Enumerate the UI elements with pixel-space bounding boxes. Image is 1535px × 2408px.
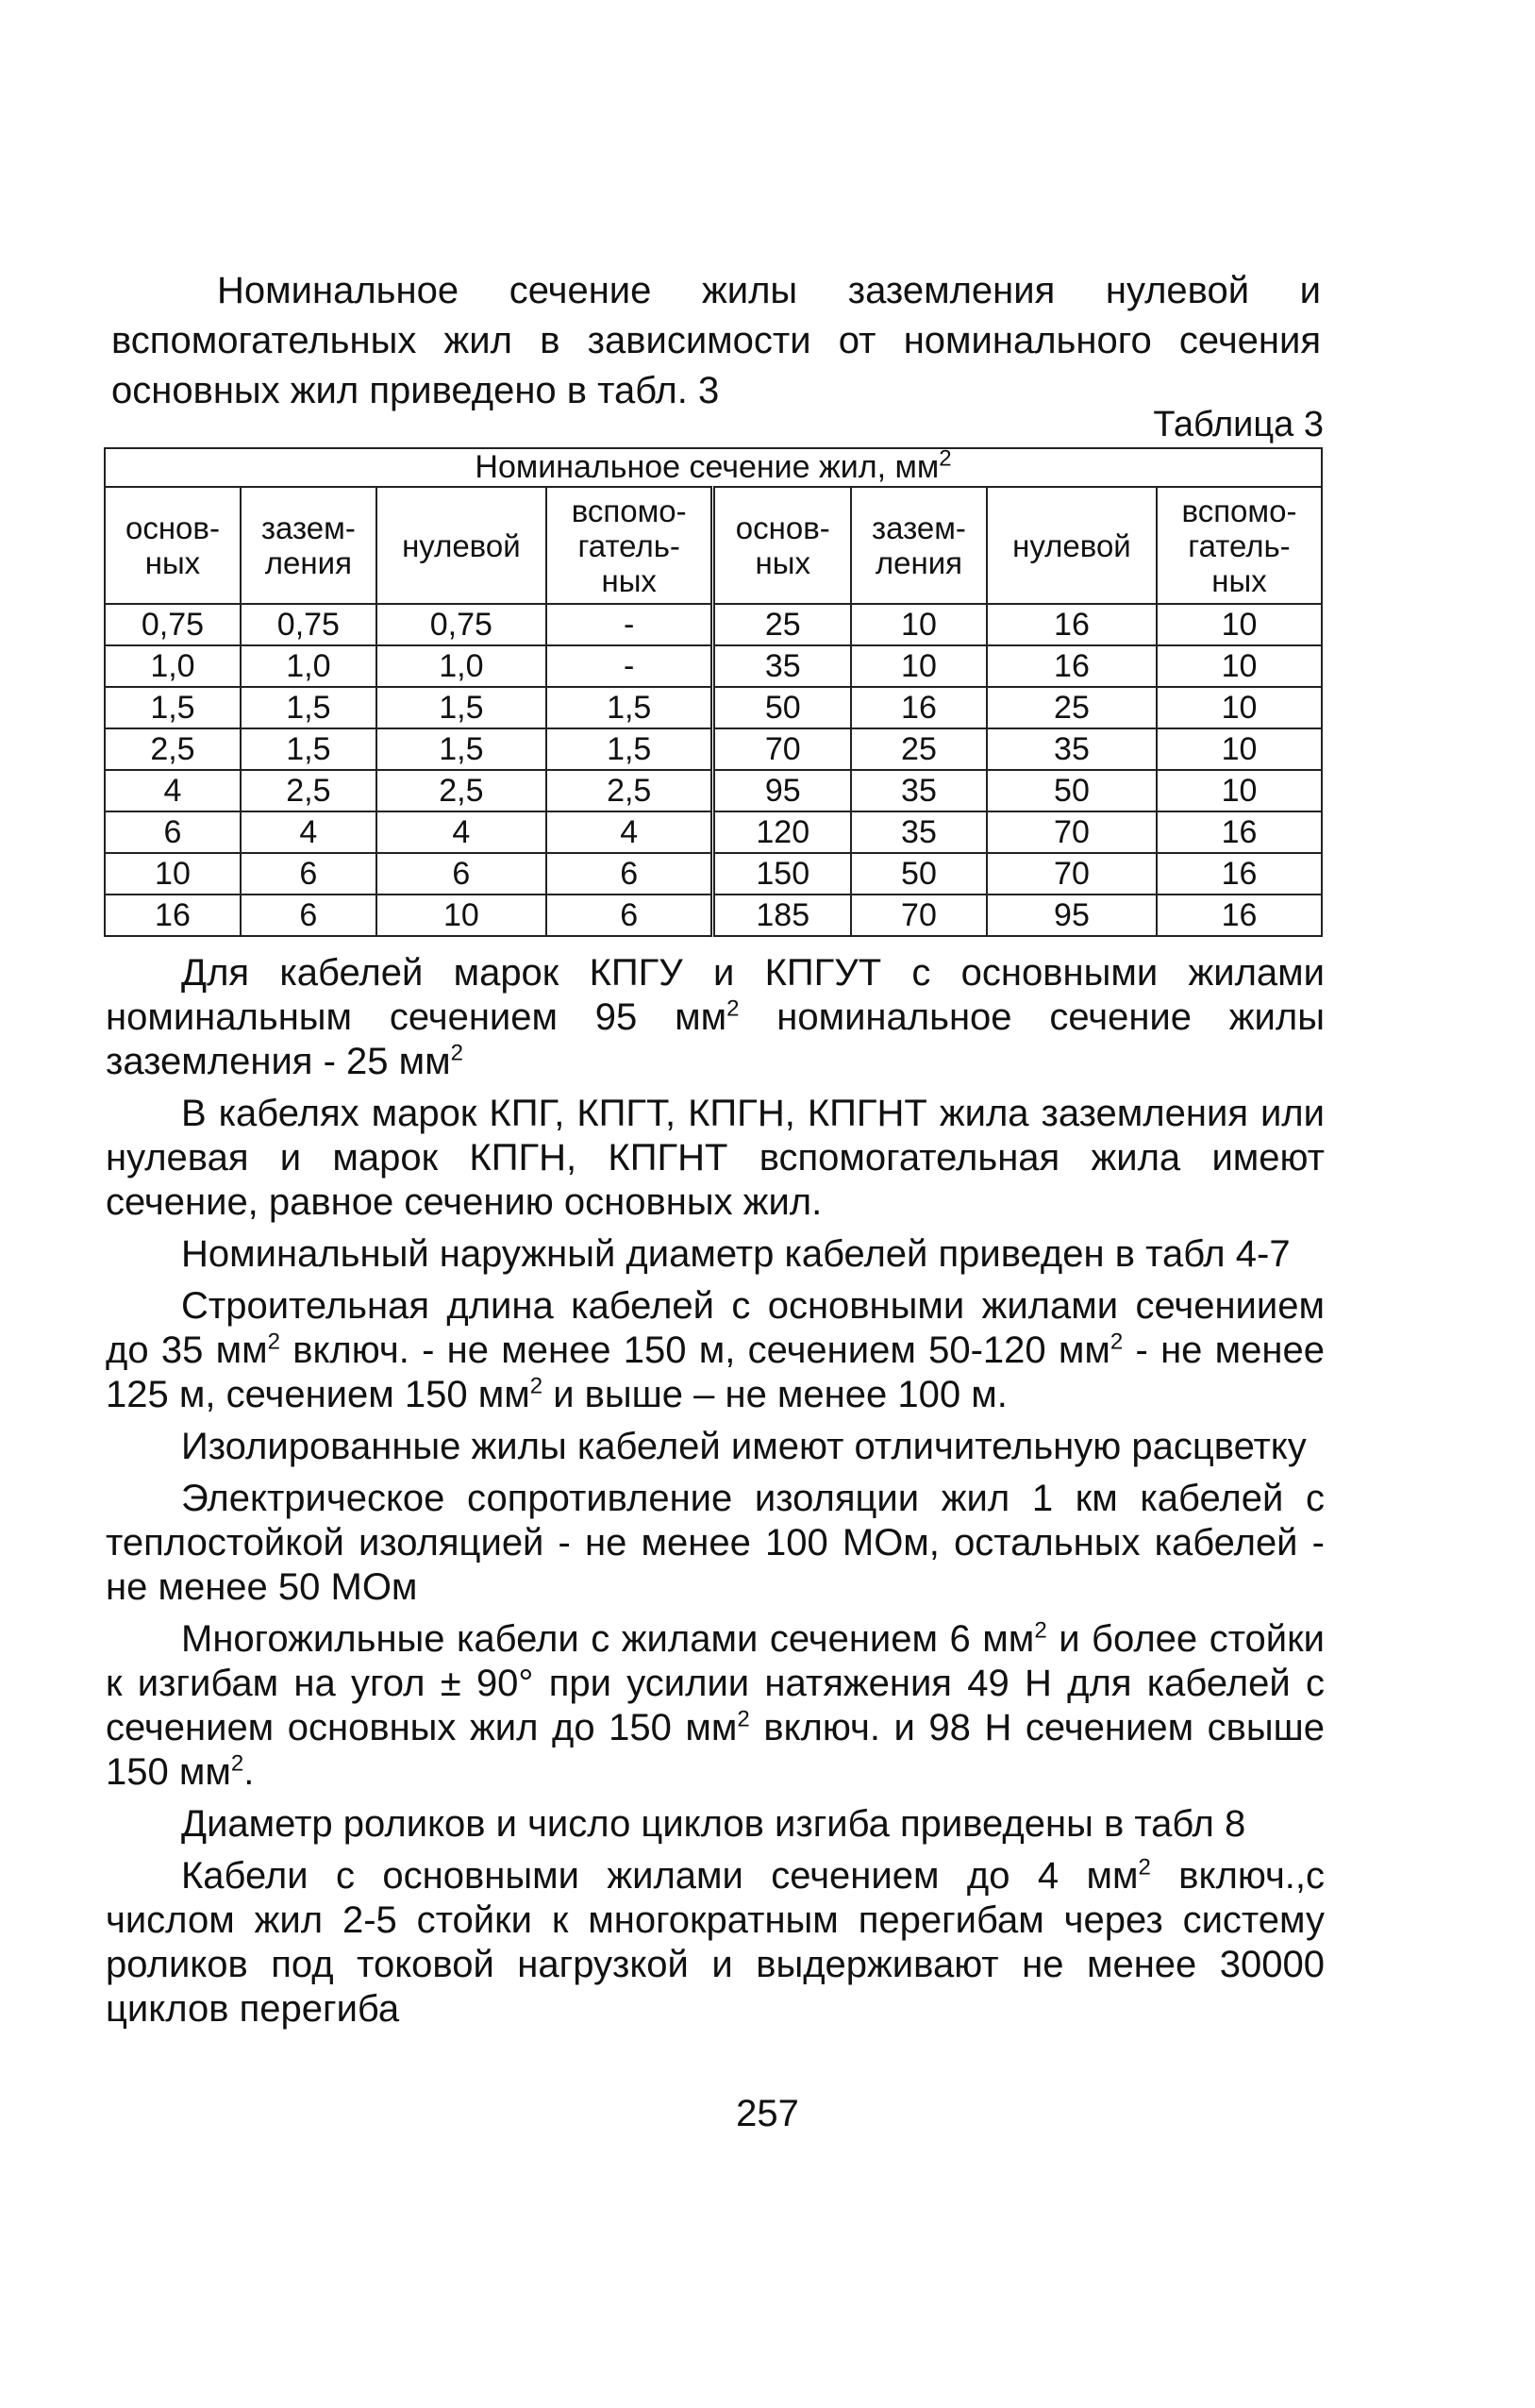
table-cell: 0,75 — [241, 604, 376, 645]
column-header-line: ных — [1211, 562, 1267, 598]
table-cell: 150 — [713, 853, 851, 895]
paragraph-text: включ. - не менее 150 м, сечением 50-120 мм — [279, 1329, 1110, 1371]
table-row — [105, 770, 1322, 811]
table-cell: 1,5 — [241, 687, 376, 728]
table-cell: 120 — [713, 811, 851, 853]
table-cell: 10 — [105, 853, 241, 895]
paragraph-text: Изолированные жилы кабелей имеют отличительную расцветку — [181, 1426, 1307, 1467]
table-cell: 16 — [1157, 811, 1322, 853]
table-column-header — [851, 487, 987, 604]
table-cell: 95 — [987, 895, 1157, 936]
body-paragraph — [106, 1232, 1325, 1277]
table-cell: 10 — [1157, 604, 1322, 645]
table-cell: 1,0 — [105, 645, 241, 687]
superscript: 2 — [1138, 1854, 1151, 1881]
column-header-line: основ- — [735, 510, 830, 545]
paragraph-text: включ.,с числом жил 2-5 стойки к многократным перегибам через систему роликов под токовой нагрузкой и выдерживают не менее 30000 циклов перегиба — [106, 1855, 1326, 2030]
table-cell: 0,75 — [105, 604, 241, 645]
table-cell: 4 — [376, 811, 546, 853]
superscript: 2 — [230, 1750, 244, 1777]
group-header-sup: 2 — [939, 445, 952, 472]
table-cell: 35 — [851, 811, 987, 853]
table-cell: 10 — [1157, 728, 1322, 770]
column-header-line: зазем- — [260, 510, 356, 545]
table-cell: 16 — [1157, 895, 1322, 936]
table-cell: 6 — [105, 811, 241, 853]
paragraph-text: Диаметр роликов и число циклов изгиба приведены в табл 8 — [181, 1803, 1246, 1845]
column-header-line: основ- — [125, 510, 220, 545]
table-cell: 10 — [1157, 687, 1322, 728]
column-header-line: ных — [601, 562, 657, 598]
table-group-header-row — [105, 448, 1322, 487]
column-header-line: нулевой — [1012, 527, 1131, 563]
table-cell: 4 — [105, 770, 241, 811]
column-header-line: нулевой — [402, 527, 521, 563]
table-cell: 35 — [851, 770, 987, 811]
superscript: 2 — [529, 1373, 543, 1399]
table-cell: 50 — [851, 853, 987, 895]
body-paragraph — [106, 1854, 1325, 2032]
table-cell: 10 — [1157, 770, 1322, 811]
paragraph-text: - не менее 125 м, сечением 150 мм — [106, 1329, 1326, 1415]
table-row — [105, 811, 1322, 853]
table-column-header — [987, 487, 1157, 604]
table-cell: 1,5 — [376, 687, 546, 728]
table-cell: 2,5 — [546, 770, 713, 811]
table-row — [105, 895, 1322, 936]
table-cell: 10 — [851, 645, 987, 687]
paragraph-text: номинальное сечение жилы заземления - 25 мм — [106, 996, 1325, 1082]
paragraph-text: Кабели с основными жилами сечением до 4 мм — [181, 1855, 1139, 1897]
table-cell: 70 — [851, 895, 987, 936]
table-cell: 6 — [376, 853, 546, 895]
column-header-line: ных — [144, 545, 201, 580]
table-cell: 4 — [241, 811, 376, 853]
table-caption: Таблица 3 — [1153, 405, 1324, 444]
table-cell: 2,5 — [376, 770, 546, 811]
intro-paragraph: Номинальное сечение жилы заземления нулевой и вспомогательных жил в зависимости от номинального сечения основных жил приведено в табл. 3 — [111, 270, 1321, 411]
paragraph-text: В кабелях марок КПГ, КПГТ, КПГН, КПГНТ жила заземления или нулевая и марок КПГН, КПГНТ вспомогательная жила имеют сечение, равное сечению основных жил. — [106, 1093, 1325, 1223]
table-cell: 1,5 — [241, 728, 376, 770]
body-paragraph — [106, 1425, 1325, 1469]
table-column-header — [546, 487, 713, 604]
superscript: 2 — [1034, 1617, 1047, 1644]
table-column-header — [105, 487, 241, 604]
table-row — [105, 853, 1322, 895]
paragraph-text: Электрическое сопротивление изоляции жил 1 км кабелей с теплостойкой изоляцией - не менее 100 МОм, остальных кабелей - не менее 50 МОм — [106, 1478, 1325, 1608]
column-header-line: гатель- — [577, 527, 680, 563]
page-number: 257 — [736, 2093, 799, 2134]
body-paragraph — [106, 1802, 1325, 1847]
superscript: 2 — [450, 1040, 463, 1066]
table-cell: 50 — [987, 770, 1157, 811]
table-cell: 6 — [241, 853, 376, 895]
body-paragraph — [106, 1092, 1325, 1225]
table-cell: 35 — [713, 645, 851, 687]
table-cell: 6 — [546, 853, 713, 895]
paragraph-text: и выше – не менее 100 м. — [542, 1374, 1008, 1415]
paragraph-text: Номинальный наружный диаметр кабелей приведен в табл 4-7 — [181, 1233, 1291, 1275]
body-text — [106, 951, 1325, 2039]
superscript: 2 — [726, 995, 740, 1022]
body-paragraph — [106, 951, 1325, 1084]
table-column-header — [1157, 487, 1322, 604]
table-cell: - — [546, 604, 713, 645]
column-header-line: ления — [875, 545, 963, 580]
table-cell: 1,5 — [376, 728, 546, 770]
table-cell: 185 — [713, 895, 851, 936]
column-header-line: зазем- — [872, 510, 966, 545]
table-cell: 25 — [851, 728, 987, 770]
column-header-line: гатель- — [1188, 527, 1291, 563]
table-column-header — [713, 487, 851, 604]
table-row — [105, 687, 1322, 728]
body-paragraph — [106, 1284, 1325, 1417]
table-cell: 70 — [987, 853, 1157, 895]
table-column-header-row — [105, 487, 1322, 604]
table-cell: 25 — [713, 604, 851, 645]
table-cell: 16 — [987, 604, 1157, 645]
table-cell: 10 — [851, 604, 987, 645]
column-header-line: ления — [264, 545, 352, 580]
table-cell: 2,5 — [241, 770, 376, 811]
table-cell: 1,5 — [546, 728, 713, 770]
paragraph-text: включ. и 98 Н сечением свыше 150 мм — [106, 1707, 1325, 1793]
column-header-line: ных — [755, 545, 810, 580]
table-column-header — [376, 487, 546, 604]
paragraph-text: Строительная длина кабелей с основными жилами сечениием до 35 мм — [106, 1285, 1325, 1371]
paragraph-text: Для кабелей марок КПГУ и КПГУТ с основными жилами номинальным сечением 95 мм — [106, 952, 1325, 1038]
table-cell: 10 — [376, 895, 546, 936]
paragraph-text: Многожильные кабели с жилами сечением 6 мм — [181, 1618, 1035, 1660]
table-cell: 25 — [987, 687, 1157, 728]
superscript: 2 — [267, 1329, 280, 1355]
table-cell: 35 — [987, 728, 1157, 770]
body-paragraph — [106, 1617, 1325, 1795]
table-cell: 2,5 — [105, 728, 241, 770]
paragraph-text: и более стойки к изгибам на угол ± 90° при усилии натяжения 49 Н для кабелей с сечением основных жил до 150 мм — [106, 1618, 1325, 1748]
table-cell: 70 — [987, 811, 1157, 853]
paragraph-text: . — [243, 1751, 255, 1793]
table-cell: 16 — [987, 645, 1157, 687]
table-cell: 1,5 — [546, 687, 713, 728]
table-cell: 4 — [546, 811, 713, 853]
table-cell: 0,75 — [376, 604, 546, 645]
table-cell: 1,0 — [241, 645, 376, 687]
table-cell: 6 — [546, 895, 713, 936]
table-cell: 1,0 — [376, 645, 546, 687]
column-header-line: вспомо- — [571, 493, 687, 528]
superscript: 2 — [737, 1706, 750, 1732]
table-cell: 16 — [1157, 853, 1322, 895]
table-cell: 16 — [105, 895, 241, 936]
table-cell: 70 — [713, 728, 851, 770]
conductor-cross-section-table — [104, 447, 1323, 937]
body-paragraph — [106, 1477, 1325, 1610]
table-cell: 6 — [241, 895, 376, 936]
intro-block — [111, 266, 1321, 416]
table-cell: 50 — [713, 687, 851, 728]
table-body — [105, 604, 1322, 936]
table-column-header — [241, 487, 376, 604]
table-row — [105, 728, 1322, 770]
table-cell: 1,5 — [105, 687, 241, 728]
table-cell: 10 — [1157, 645, 1322, 687]
table-cell: 95 — [713, 770, 851, 811]
table-cell: 16 — [851, 687, 987, 728]
column-header-line: вспомо- — [1181, 493, 1297, 528]
table-row — [105, 645, 1322, 687]
group-header-text: Номинальное сечение жил, мм — [475, 449, 940, 485]
table-cell: - — [546, 645, 713, 687]
table-row — [105, 604, 1322, 645]
superscript: 2 — [1110, 1329, 1124, 1355]
table-group-header — [105, 445, 1322, 487]
